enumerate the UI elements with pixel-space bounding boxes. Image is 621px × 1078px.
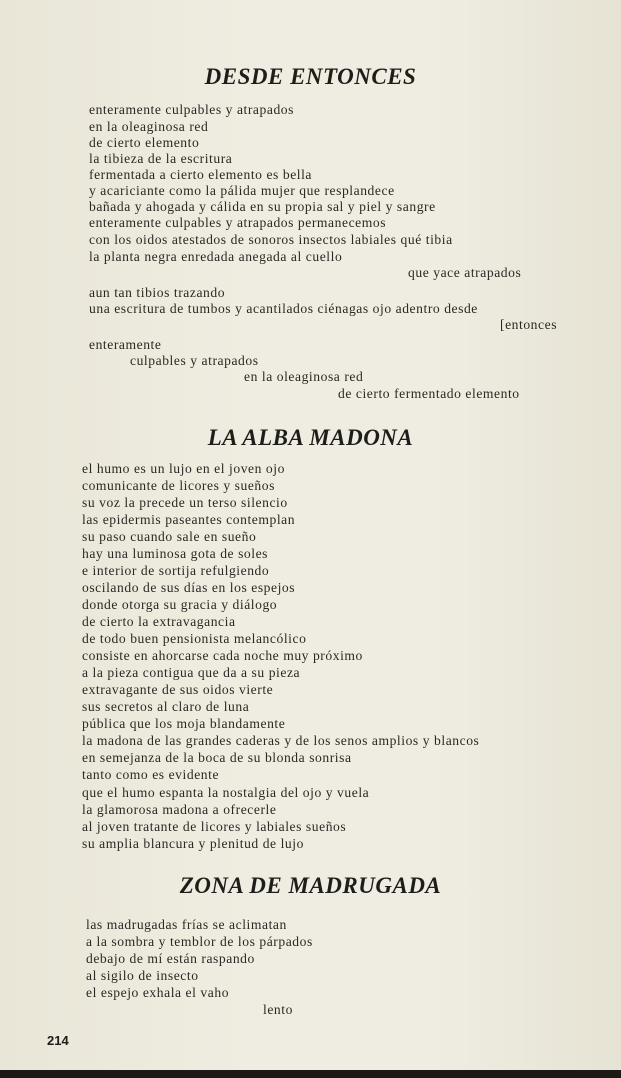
poem-line: y acariciante como la pálida mujer que resplandece: [89, 183, 395, 198]
poem-line: una escritura de tumbos y acantilados ciénagas ojo adentro desde: [89, 301, 478, 316]
poem-line: [entonces: [500, 317, 558, 332]
poem-line: la planta negra enredada anegada al cuello: [89, 249, 343, 264]
poem-line: en la oleaginosa red: [89, 119, 209, 134]
poem-title-la-alba-madona: LA ALBA MADONA: [207, 425, 414, 450]
poem-line: extravagante de sus oidos vierte: [82, 682, 274, 697]
poem-line: consiste en ahorcarse cada noche muy próximo: [82, 648, 363, 663]
poem-line: las epidermis paseantes contemplan: [82, 512, 296, 527]
poem-line: enteramente culpables y atrapados permanecemos: [89, 215, 387, 230]
poem-line: sus secretos al claro de luna: [82, 699, 250, 714]
poem-line: en la oleaginosa red: [244, 369, 364, 384]
poem-line: la glamorosa madona a ofrecerle: [82, 802, 277, 817]
poem-line: al joven tratante de licores y labiales sueños: [82, 819, 347, 834]
poem-line: en semejanza de la boca de su blonda sonrisa: [82, 750, 352, 765]
poem-line: aun tan tibios trazando: [89, 285, 226, 300]
poem-line: su amplia blancura y plenitud de lujo: [82, 836, 304, 851]
poem-line: debajo de mí están raspando: [86, 951, 255, 966]
poem-line: enteramente culpables y atrapados: [89, 102, 294, 117]
page-bottom-edge: [0, 1070, 621, 1078]
poem-line: oscilando de sus días en los espejos: [82, 580, 296, 595]
poem-line: que el humo espanta la nostalgia del ojo y vuela: [82, 785, 370, 800]
poem-line: hay una luminosa gota de soles: [82, 546, 269, 561]
page-number: 214: [47, 1033, 69, 1048]
poem-line: de cierto la extravagancia: [82, 614, 236, 629]
poem-line: e interior de sortija refulgiendo: [82, 563, 270, 578]
poem-line: su voz la precede un terso silencio: [82, 495, 288, 510]
poem-line: comunicante de licores y sueños: [82, 478, 275, 493]
poem-line: al sigilo de insecto: [86, 968, 199, 983]
poem-line: la tibieza de la escritura: [89, 151, 233, 166]
poem-line: de cierto fermentado elemento: [338, 386, 520, 401]
poem-title-desde-entonces: DESDE ENTONCES: [204, 64, 417, 89]
poem-line: a la sombra y temblor de los párpados: [86, 934, 313, 949]
poem-line: tanto como es evidente: [82, 767, 220, 782]
poem-line: el humo es un lujo en el joven ojo: [82, 461, 285, 476]
poem-line: fermentada a cierto elemento es bella: [89, 167, 313, 182]
poem-line: que yace atrapados: [408, 265, 522, 280]
poem-line: el espejo exhala el vaho: [86, 985, 230, 1000]
poem-line: bañada y ahogada y cálida en su propia sal y piel y sangre: [89, 199, 436, 214]
poem-line: a la pieza contigua que da a su pieza: [82, 665, 301, 680]
poem-line: donde otorga su gracia y diálogo: [82, 597, 278, 612]
poem-line: lento: [263, 1002, 293, 1017]
poem-line: la madona de las grandes caderas y de los senos amplios y blancos: [82, 733, 480, 748]
poem-line: con los oidos atestados de sonoros insectos labiales qué tibia: [89, 232, 453, 247]
poem-line: de todo buen pensionista melancólico: [82, 631, 307, 646]
poem-line: de cierto elemento: [89, 135, 200, 150]
poem-line: las madrugadas frías se aclimatan: [86, 917, 287, 932]
poem-line: enteramente: [89, 337, 162, 352]
poem-line: su paso cuando sale en sueño: [82, 529, 257, 544]
poem-line: culpables y atrapados: [130, 353, 259, 368]
poem-title-zona-de-madrugada: ZONA DE MADRUGADA: [179, 873, 442, 898]
poem-line: pública que los moja blandamente: [82, 716, 286, 731]
